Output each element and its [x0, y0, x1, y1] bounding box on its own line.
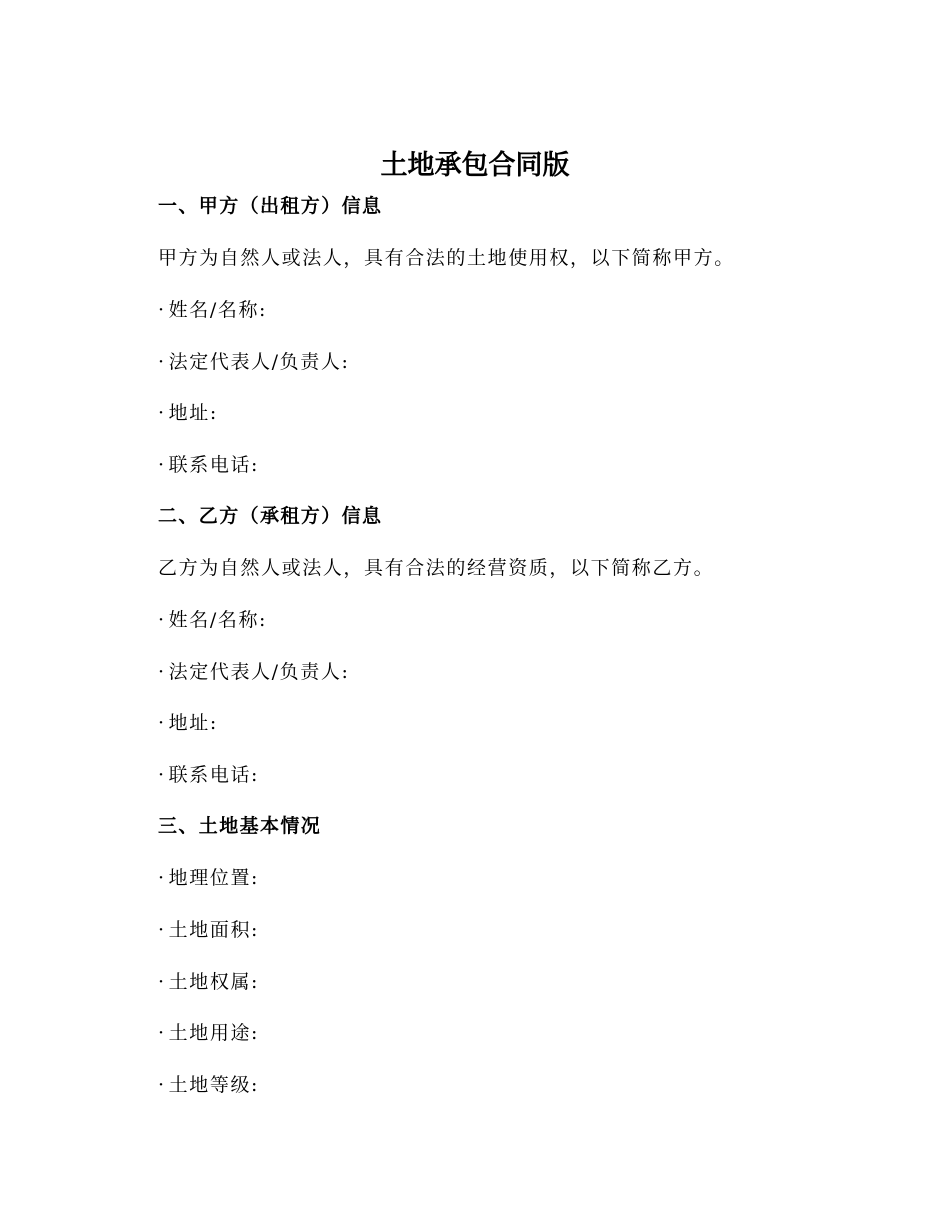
- field-label: 地址:: [168, 402, 218, 424]
- bullet-icon: ·: [158, 454, 166, 476]
- section-heading-party-a: 一、甲方（出租方）信息: [158, 195, 383, 217]
- field-party-a-phone: [158, 452, 259, 478]
- field-label: 土地用途:: [168, 1022, 260, 1044]
- bullet-icon: ·: [158, 1074, 166, 1096]
- bullet-icon: ·: [158, 351, 166, 373]
- field-party-b-representative: [158, 659, 349, 685]
- section-heading-land-info: 三、土地基本情况: [158, 815, 322, 837]
- field-label: 姓名/名称:: [168, 609, 268, 631]
- field-label: 地址:: [168, 712, 218, 734]
- bullet-icon: ·: [158, 712, 166, 734]
- bullet-icon: ·: [158, 299, 166, 321]
- field-label: 姓名/名称:: [168, 299, 268, 321]
- field-party-a-name: [158, 297, 267, 323]
- bullet-icon: ·: [158, 919, 166, 941]
- field-label: 法定代表人/负责人:: [168, 351, 350, 373]
- bullet-icon: ·: [158, 867, 166, 889]
- bullet-icon: ·: [158, 661, 166, 683]
- bullet-icon: ·: [158, 764, 166, 786]
- bullet-icon: ·: [158, 971, 166, 993]
- field-party-b-phone: [158, 762, 259, 788]
- field-label: 土地权属:: [168, 971, 260, 993]
- field-label: 土地面积:: [168, 919, 260, 941]
- field-label: 联系电话:: [168, 764, 260, 786]
- field-party-a-address: [158, 400, 218, 426]
- field-party-a-representative: [158, 349, 349, 375]
- field-land-grade: [158, 1072, 259, 1098]
- field-land-ownership: [158, 969, 259, 995]
- bullet-icon: ·: [158, 1022, 166, 1044]
- field-party-b-name: [158, 607, 267, 633]
- document-title: 土地承包合同版: [380, 150, 570, 181]
- field-land-area: [158, 917, 259, 943]
- section-intro-party-a: 甲方为自然人或法人，具有合法的土地使用权，以下简称甲方。: [158, 247, 735, 269]
- field-land-use: [158, 1020, 259, 1046]
- field-label: 土地等级:: [168, 1074, 260, 1096]
- field-party-b-address: [158, 710, 218, 736]
- bullet-icon: ·: [158, 402, 166, 424]
- field-land-location: [158, 865, 259, 891]
- bullet-icon: ·: [158, 609, 166, 631]
- section-intro-party-b: 乙方为自然人或法人，具有合法的经营资质，以下简称乙方。: [158, 557, 715, 579]
- field-label: 地理位置:: [168, 867, 260, 889]
- field-label: 法定代表人/负责人:: [168, 661, 350, 683]
- section-heading-party-b: 二、乙方（承租方）信息: [158, 505, 383, 527]
- field-label: 联系电话:: [168, 454, 260, 476]
